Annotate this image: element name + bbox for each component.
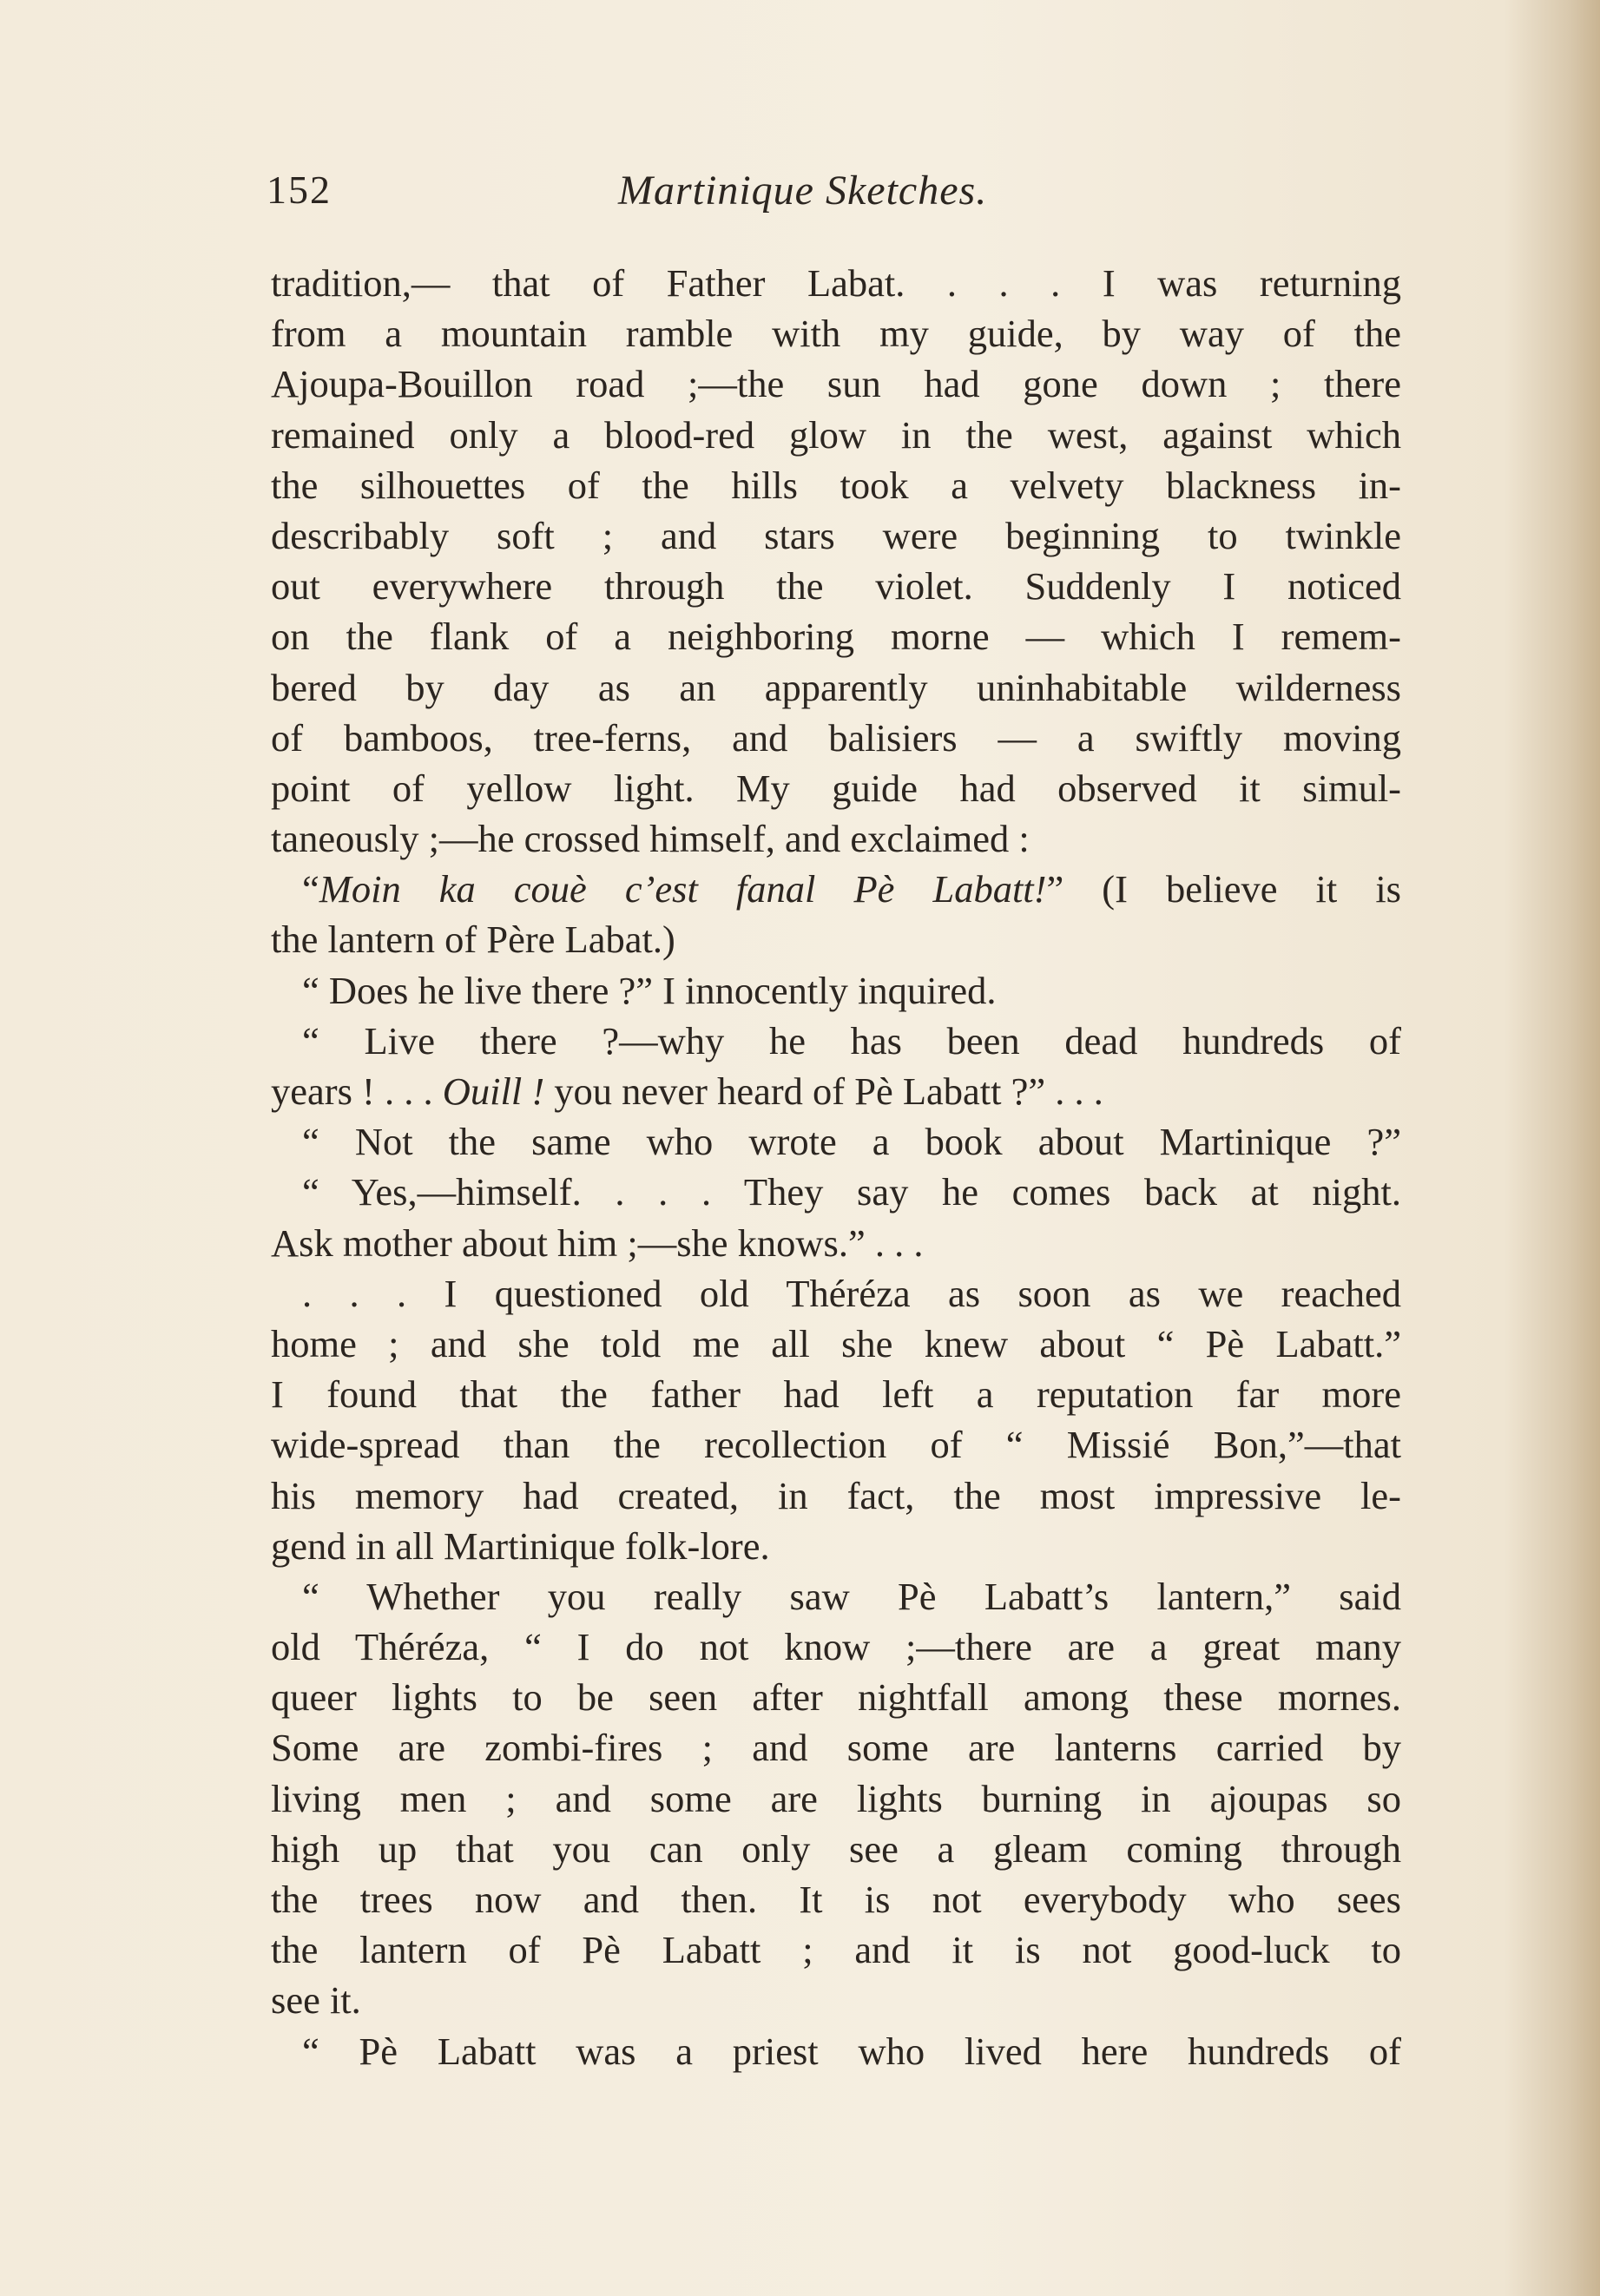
text-line: describably soft ; and stars were beginning to twinkle (271, 513, 1401, 557)
text-line: bered by day as an apparently uninhabitable wilderness (271, 665, 1401, 709)
text-line: the lantern of Pè Labatt ; and it is not good-luck to (271, 1928, 1401, 1972)
text-line: Ask mother about him ;—she knows.” . . . (271, 1220, 924, 1265)
text-line: queer lights to be seen after nightfall among these mornes. (271, 1675, 1401, 1720)
text-line: the trees now and then. It is not everybody who sees (271, 1878, 1401, 1921)
text-line: . . . I questioned old Théréza as soon as we reached (302, 1271, 1401, 1315)
text-line (271, 864, 1401, 914)
text-line: on the flank of a neighboring morne — which I remem- (271, 615, 1401, 659)
creole-quote: Moin ka couè c’est fanal Pè Labatt! (319, 867, 1047, 911)
quote-open: “ (302, 867, 319, 911)
text-line: “ Whether you really saw Pè Labatt’s lantern,” said (302, 1574, 1401, 1618)
text-line: from a mountain ramble with my guide, by way of the (271, 312, 1401, 356)
text-line: Ajoupa-Bouillon road ;—the sun had gone down ; there (271, 362, 1401, 406)
text-line: point of yellow light. My guide had observed it simul- (271, 766, 1401, 810)
text-line: living men ; and some are lights burning in ajoupas so (271, 1776, 1401, 1820)
page-header (267, 167, 1397, 227)
text-line: old Théréza, “ I do not know ;—there are a great many (271, 1625, 1401, 1669)
text-line: “ Does he live there ?” I innocently inquired. (302, 968, 997, 1012)
text-line: taneously ;—he crossed himself, and exclaimed : (271, 817, 1030, 861)
text-line: the lantern of Père Labat.) (271, 918, 675, 962)
text-line: “ Live there ?—why he has been dead hundreds of (302, 1018, 1401, 1062)
page-number: 152 (267, 168, 332, 212)
text-line: of bamboos, tree-ferns, and balisiers — a swiftly moving (271, 715, 1401, 760)
line-start: years ! . . . (271, 1069, 443, 1113)
text-line: “ Pè Labatt was a priest who lived here hundreds of (302, 2029, 1401, 2073)
line-end: you never heard of Pè Labatt ?” . . . (544, 1069, 1103, 1113)
text-line: out everywhere through the violet. Suddenly I noticed (271, 564, 1401, 609)
text-line (271, 1066, 1401, 1116)
text-line: I found that the father had left a reputation far more (271, 1372, 1401, 1417)
text-line: tradition,— that of Father Labat. . . . I was returning (271, 261, 1401, 305)
text-line: see it. (271, 1978, 361, 2023)
text-line: home ; and she told me all she knew about “ Pè Labatt.” (271, 1321, 1401, 1365)
text-line: “ Yes,—himself. . . . They say he comes back at night. (302, 1170, 1401, 1214)
text-line: the silhouettes of the hills took a velvety blackness in- (271, 463, 1401, 507)
text-line: high up that you can only see a gleam coming through (271, 1826, 1401, 1871)
text-line: remained only a blood-red glow in the west, against which (271, 412, 1401, 457)
text-line: Some are zombi-fires ; and some are lanterns carried by (271, 1726, 1401, 1770)
text-line: wide-spread than the recollection of “ Missié Bon,”—that (271, 1423, 1401, 1467)
text-line: gend in all Martinique folk-lore. (271, 1523, 770, 1568)
text-line: his memory had created, in fact, the most impressive le- (271, 1473, 1401, 1517)
running-title: Martinique Sketches. (618, 168, 988, 214)
text-line: “ Not the same who wrote a book about Martinique ?” (302, 1120, 1401, 1164)
creole-exclamation: Ouill ! (442, 1069, 545, 1113)
quote-translation: ” (I believe it is (1046, 867, 1401, 911)
body-text (271, 258, 1401, 2076)
